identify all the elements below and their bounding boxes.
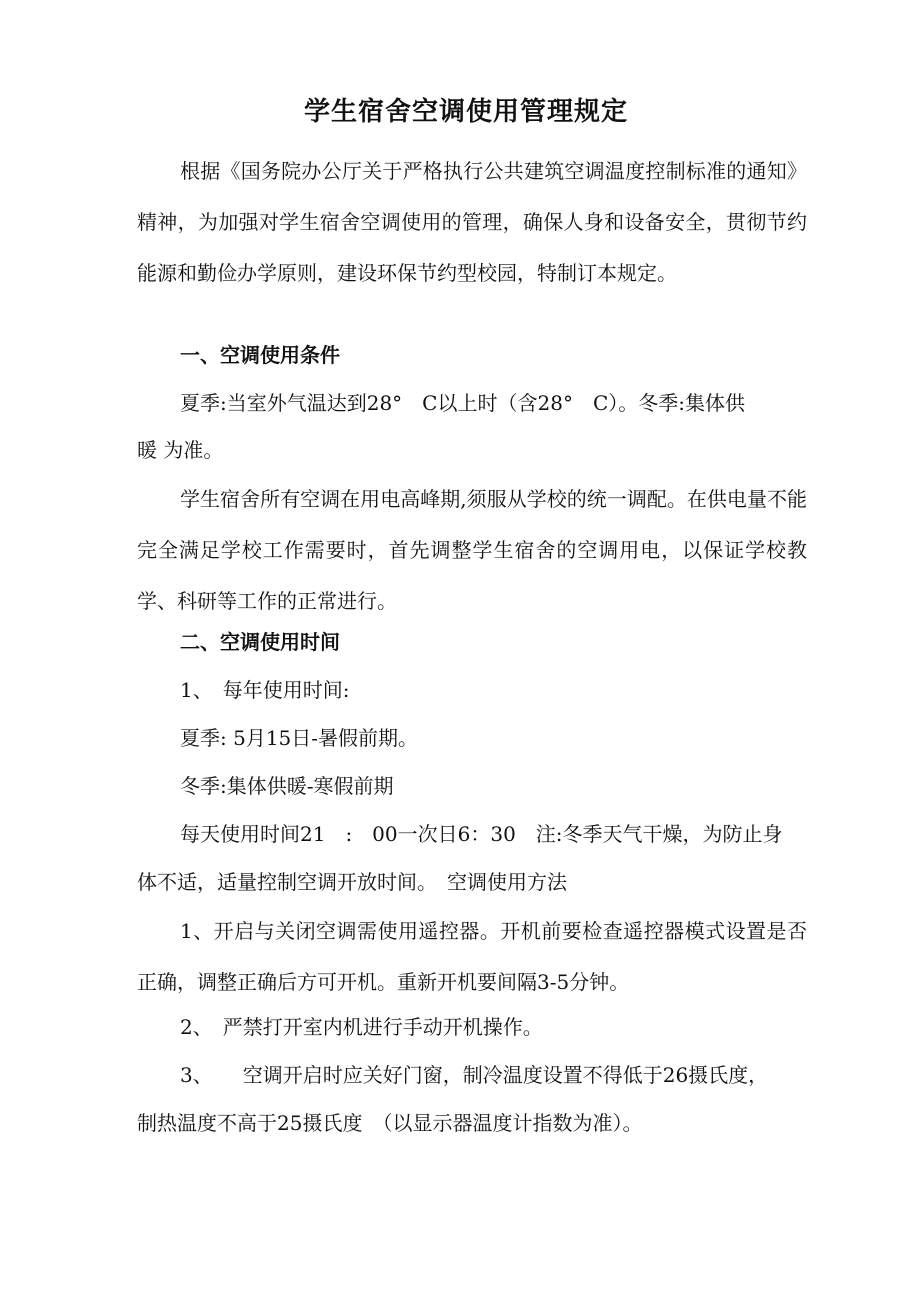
method-item-3-line-1: 3、 空调开启时应关好门窗，制冷温度设置不得低于26摄氏度， bbox=[180, 1063, 769, 1087]
page-title: 学生宿舍空调使用管理规定 bbox=[303, 97, 628, 127]
section-heading-conditions: 一、空调使用条件 bbox=[180, 343, 340, 367]
daily-time-line-2: 体不适，适量控制空调开放时间。 空调使用方法 bbox=[137, 870, 567, 894]
annual-time-item: 1、 每年使用时间: bbox=[180, 678, 350, 702]
daily-time-line-1: 每天使用时间21 : 00一次日6：30 注:冬季天气干燥，为防止身 bbox=[180, 822, 783, 846]
section-heading-time: 二、空调使用时间 bbox=[180, 630, 340, 654]
method-item-3-line-2: 制热温度不高于25摄氏度 （以显示器温度计指数为准）。 bbox=[137, 1111, 643, 1135]
intro-paragraph: 根据《国务院办公厅关于严格执行公共建筑空调温度控制标准的通知》精神，为加强对学生宿舍空调使用的管理，确保人身和设备安全，贯彻节约能源和勤俭办学原则，建设环保节约型校园，特制订本规定。 bbox=[137, 159, 807, 285]
summer-period: 夏季: 5月15日-暑假前期。 bbox=[180, 726, 419, 750]
peak-usage-paragraph: 学生宿舍所有空调在用电高峰期,须服从学校的统一调配。在供电量不能完全满足学校工作需要时，首先调整学生宿舍的空调用电，以保证学校教学、科研等工作的正常进行。 bbox=[137, 487, 807, 613]
method-item-1: 1、开启与关闭空调需使用遥控器。开机前要检查遥控器模式设置是否正确，调整正确后方可开机。重新开机要间隔3-5分钟。 bbox=[137, 919, 807, 994]
winter-period: 冬季:集体供暖-寒假前期 bbox=[180, 774, 394, 798]
conditions-line-1: 夏季:当室外气温达到28° C以上时（含28° C）。冬季:集体供 bbox=[180, 391, 745, 415]
conditions-line-2: 暖 为准。 bbox=[137, 438, 224, 462]
method-item-2: 2、 严禁打开室内机进行手动开机操作。 bbox=[180, 1015, 543, 1039]
